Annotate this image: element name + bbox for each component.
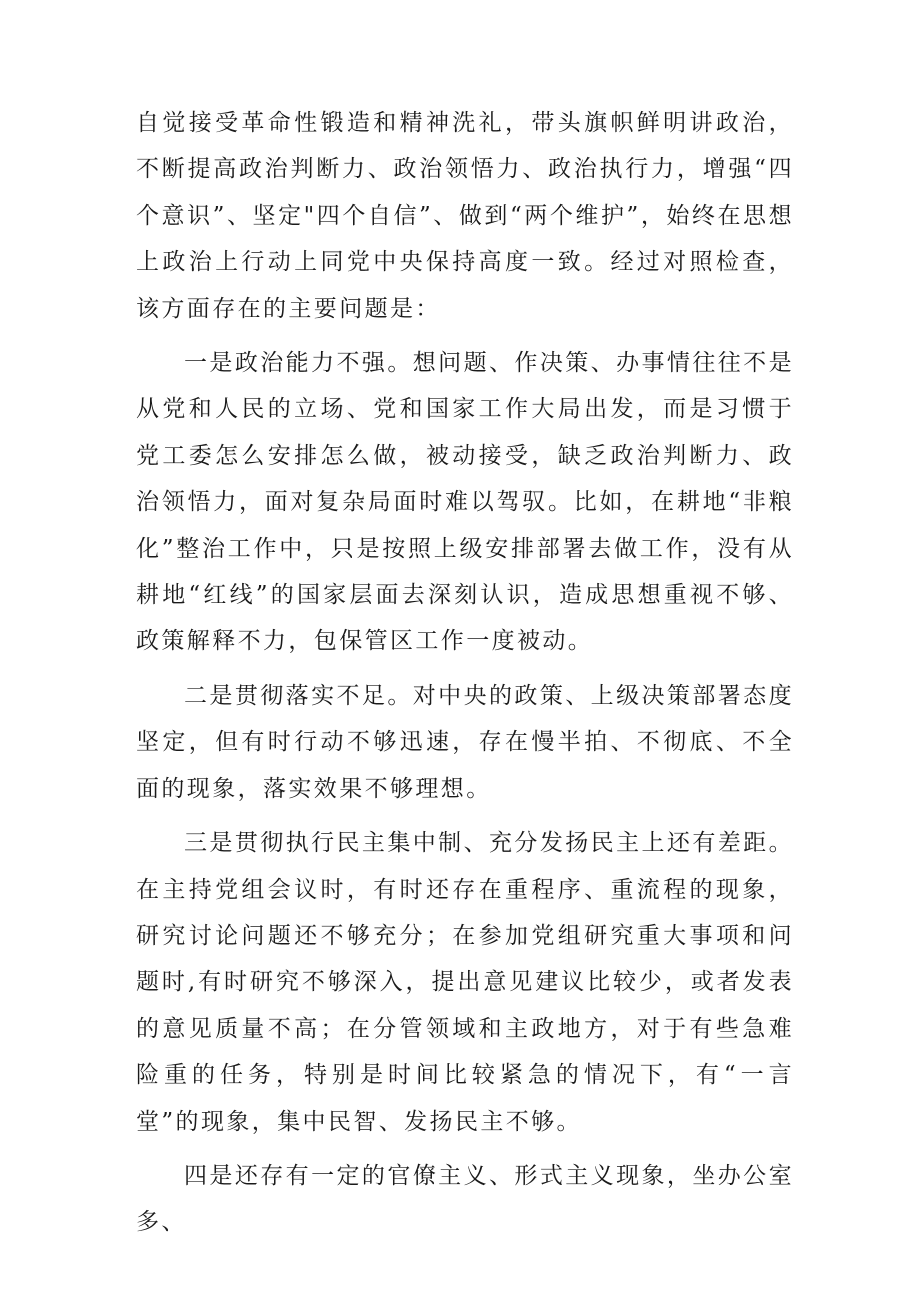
paragraph-intro: 自觉接受革命性锻造和精神洗礼，带头旗帜鲜明讲政治，不断提高政治判断力、政治领悟力、政治执行力，增强“四个意识”、坚定"四个自信”、做到“两个维护”，始终在思想上政治上行动上同党中央保持高度一致。经过对照检查，该方面存在的主要问题是： — [136, 110, 794, 322]
document-body — [136, 100, 794, 1254]
paragraph-point-2: 二是贯彻落实不足。对中央的政策、上级决策部署态度坚定，但有时行动不够迅速，存在慢半拍、不彻底、不全面的现象，落实效果不够理想。 — [136, 682, 794, 802]
paragraph-point-3: 三是贯彻执行民主集中制、充分发扬民主上还有差距。在主持党组会议时，有时还存在重程序、重流程的现象，研究讨论问题还不够充分；在参加党组研究重大事项和问题时,有时研究不够深入，提出意见建议比较少，或者发表的意见质量不高；在分管领域和主政地方，对于有些急难险重的任务，特别是时间比较紧急的情况下，有“一言堂”的现象，集中民智、发扬民主不够。 — [136, 830, 794, 1135]
paragraph-point-4: 四是还存有一定的官僚主义、形式主义现象，坐办公室多、 — [136, 1162, 794, 1236]
paragraph-point-1: 一是政治能力不强。想问题、作决策、办事情往往不是从党和人民的立场、党和国家工作大局出发，而是习惯于党工委怎么安排怎么做，被动接受，缺乏政治判断力、政治领悟力，面对复杂局面时难以驾驭。比如，在耕地“非粮化”整治工作中，只是按照上级安排部署去做工作，没有从耕地“红线”的国家层面去深刻认识，造成思想重视不够、政策解释不力，包保管区工作一度被动。 — [136, 350, 794, 655]
